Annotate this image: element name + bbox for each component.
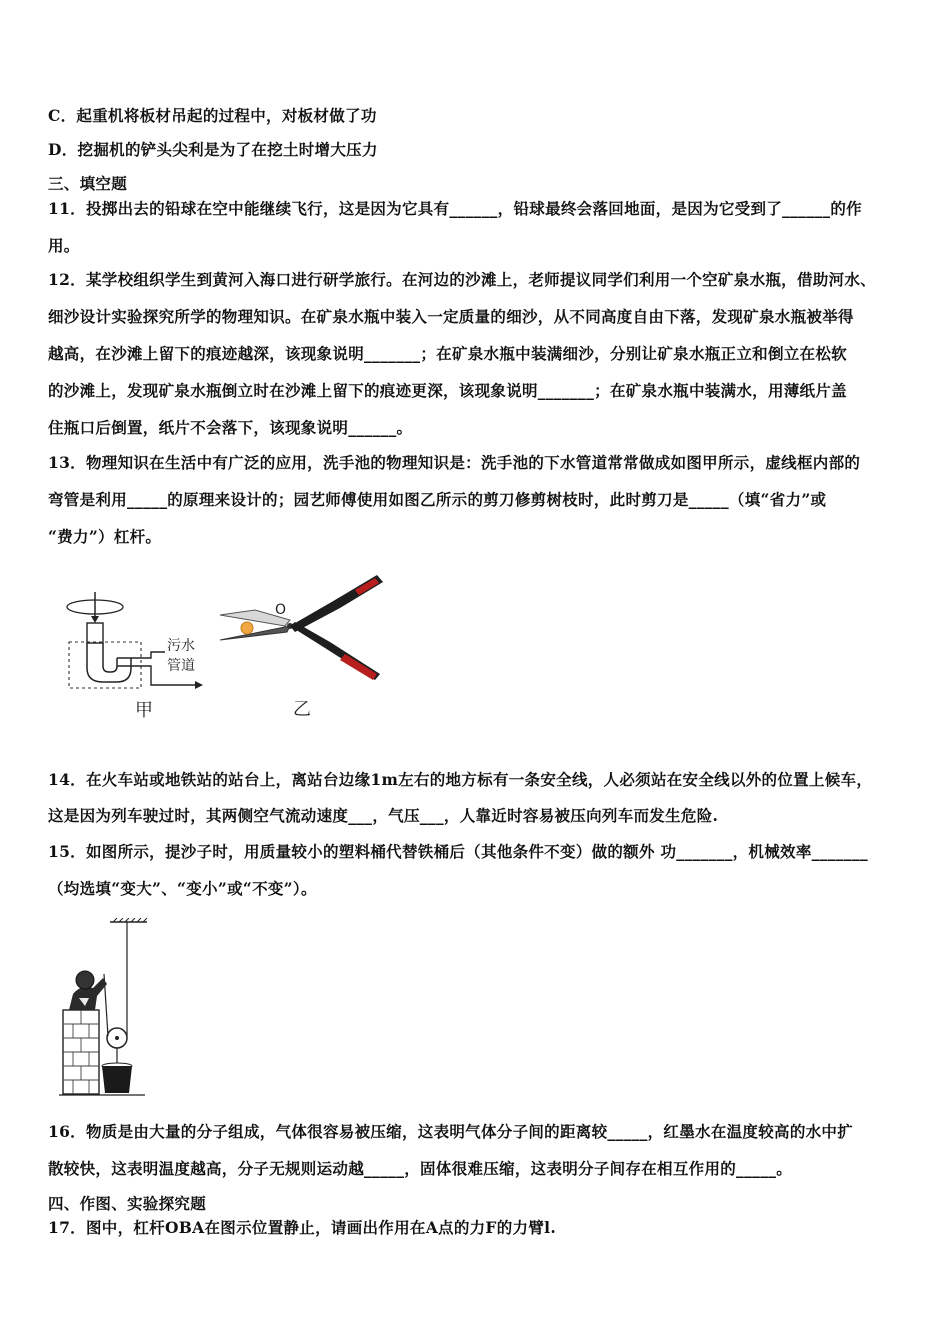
question-13-line-1: 13．物理知识在生活中有广泛的应用，洗手池的物理知识是：洗手池的下水管道常常做成如图甲所示，虚线框内部的: [48, 453, 861, 472]
question-12-line-2: 细沙设计实验探究所学的物理知识。在矿泉水瓶中装入一定质量的细沙，从不同高度自由下落，发现矿泉水瓶被举得: [48, 307, 854, 326]
question-16-line-2: 散较快，这表明温度越高，分子无规则运动越_____，固体很难压缩，这表明分子间存在相互作用的_____。: [48, 1159, 793, 1178]
figure-jia-label: 甲: [135, 700, 153, 720]
water-flow-arrowhead: [91, 616, 99, 623]
shears-figure: [215, 570, 390, 720]
question-15-line-2: （均选填“变大”、“变小”或“不变”）。: [48, 879, 317, 898]
pulley-axle: [115, 1036, 119, 1040]
pulley-figure: [55, 918, 150, 1098]
question-17: 17．图中，杠杆OBA在图示位置静止，请画出作用在A点的力F的力臂l.: [48, 1218, 557, 1237]
question-11-line-2: 用。: [48, 236, 80, 255]
sand-bucket: [102, 1066, 132, 1093]
u-bend-pipe-inner: [103, 643, 117, 672]
question-14-line-2: 这是因为列车驶过时，其两侧空气流动速度___，气压___，人靠近时容易被压向列车而发生危险.: [48, 806, 719, 825]
question-16-line-1: 16．物质是由大量的分子组成，气体很容易被压缩，这表明气体分子间的距离较_____，红墨水在温度较高的水中扩: [48, 1122, 854, 1141]
lower-grip-red: [340, 654, 377, 680]
figure-yi-label: 乙: [293, 699, 311, 720]
lower-blade: [220, 626, 290, 640]
question-13-line-3: “费力”）杠杆。: [48, 527, 162, 546]
question-13-line-2: 弯管是利用_____的原理来设计的；园艺师傅使用如图乙所示的剪刀修剪树枝时，此时剪刀是_____（填“省力”或: [48, 490, 827, 509]
question-12-line-4: 的沙滩上，发现矿泉水瓶倒立时在沙滩上留下的痕迹更深，该现象说明_______；在矿泉水瓶中装满水，用薄纸片盖: [48, 381, 847, 400]
question-11-line-1: 11．投掷出去的铅球在空中能继续飞行，这是因为它具有______，铅球最终会落回地面，是因为它受到了______的作: [48, 199, 862, 218]
sewage-label-line1: 污水: [167, 638, 195, 654]
question-12-line-1: 12．某学校组织学生到黄河入海口进行研学旅行。在河边的沙滩上，老师提议同学们利用一个空矿泉水瓶，借助河水、: [48, 270, 876, 289]
option-d: D．挖掘机的铲头尖利是为了在挖土时增大压力: [48, 140, 378, 159]
section-heading-4: 四、作图、实验探究题: [48, 1194, 207, 1213]
dashed-trap-box: [69, 642, 141, 688]
sewage-label-line2: 管道: [167, 658, 195, 674]
u-bend-pipe: [87, 643, 131, 682]
branch-circle: [241, 622, 253, 634]
drain-pipe-vertical: [87, 623, 103, 643]
sink-drain-figure: [55, 590, 215, 720]
question-12-line-5: 住瓶口后倒置，纸片不会落下，该现象说明______。: [48, 418, 413, 437]
question-12-line-3: 越高，在沙滩上留下的痕迹越深，该现象说明_______；在矿泉水瓶中装满细沙，分别让矿泉水瓶正立和倒立在松软: [48, 344, 847, 363]
question-15-line-1: 15．如图所示，提沙子时，用质量较小的塑料桶代替铁桶后（其他条件不变）做的额外 功_______，机械效率_______: [48, 842, 868, 861]
person-head: [76, 971, 94, 989]
pivot-label: O: [275, 602, 287, 618]
outlet-arrowhead: [195, 681, 203, 689]
question-14-line-1: 14．在火车站或地铁站的站台上，离站台边缘1m左右的地方标有一条安全线，人必须站在安全线以外的位置上候车，: [48, 770, 873, 789]
section-heading-3: 三、填空题: [48, 174, 128, 193]
option-c: C．起重机将板材吊起的过程中，对板材做了功: [48, 106, 377, 125]
